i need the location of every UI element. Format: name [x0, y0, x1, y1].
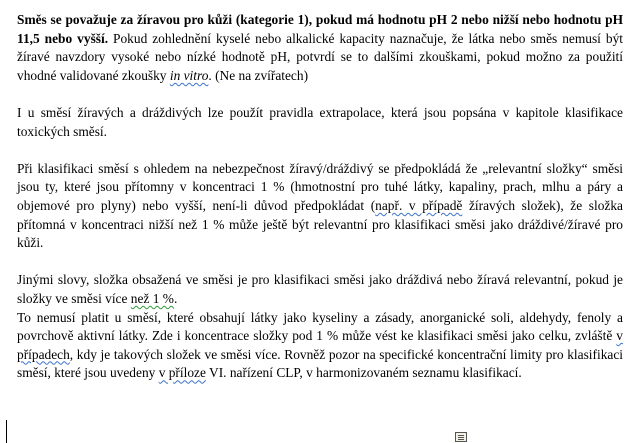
paragraph-text: Pokud zohlednění kyselé nebo alkalické kapacity naznačuje, že látka nebo směs nemusí být žíravé navzdory vysoké nebo nízké hodnotě pH, potvrdí se to dalšími zkouškami, pokud možno za použití vhodné validované zkoušky	[17, 30, 623, 83]
paragraph-relevant-components	[17, 160, 623, 253]
italic-in-vitro: in vitro	[169, 67, 209, 83]
paragraph-skin-corrosion-ph	[17, 11, 623, 85]
paragraph-extrapolation: I u směsí žíravých a dráždivých lze použít pravidla extrapolace, která jsou popsána v kapitole klasifikace toxických směsí.	[17, 104, 623, 139]
grammar-flagged-text: než 1 %	[130, 290, 174, 306]
spellcheck-flagged-text-2: v příloze	[158, 365, 206, 381]
bold-statement: Směs se považuje za žíravou pro kůži (kategorie 1), pokud má hodnotu pH 2 nebo nižší nebo hodnotu pH 11,5 nebo vyšší.	[17, 12, 623, 46]
paragraph-text-end: VI. nařízení CLP, v harmonizovaném seznamu klasifikací.	[205, 365, 522, 381]
document-body[interactable]	[17, 11, 623, 383]
document-icon[interactable]	[455, 432, 467, 442]
paragraph-text-middle: , kdy je takových složek ve směsi více. Rovněž pozor na specifické koncentrační limity pro klasifikaci směsí, které jsou uvedeny	[17, 346, 623, 381]
paragraph-text: Jinými slovy, složka obsažená ve směsi je pro klasifikaci směsi jako dráždivá nebo žíravá relevantní, pokud je složky ve směsi více	[17, 272, 623, 306]
paragraph-gap	[17, 141, 623, 160]
paragraph-gap	[17, 85, 623, 104]
paragraph-other-words	[17, 271, 623, 308]
text-cursor-margin-line	[6, 420, 7, 443]
paragraph-exceptions	[17, 309, 623, 383]
paragraph-text: Při klasifikaci směsí s ohledem na nebezpečnost žíravý/dráždivý se předpokládá že „relevantní složky“ směsi jsou ty, které jsou přítomny v koncentraci 1 % (hmotnostní pro tuhé látky, kapaliny, prach, mlhu a páry a objemové pro plyny) nebo vyšší, není-li důvod předpokládat (	[17, 160, 623, 213]
spellcheck-flagged-text: např. v případě	[375, 197, 463, 213]
paragraph-gap	[17, 253, 623, 272]
paragraph-text-end: . (Ne na zvířatech)	[208, 67, 309, 83]
paragraph-text-end: žíravých složek), že složka přítomná v koncentraci nižší než 1 % může ještě být relevantní pro klasifikaci směsi jako dráždivé/žíravé pro kůži.	[17, 197, 623, 251]
paragraph-text-end: .	[173, 290, 178, 306]
spellcheck-flagged-text: v případech	[17, 328, 623, 362]
paragraph-text: To nemusí platit u směsí, které obsahují látky jako kyseliny a zásady, anorganické soli, aldehydy, fenoly a povrchově aktivní látky. Zde i koncentrace složky pod 1 % může vést ke klasifikaci směsi jako celku, zvláště	[17, 309, 623, 344]
